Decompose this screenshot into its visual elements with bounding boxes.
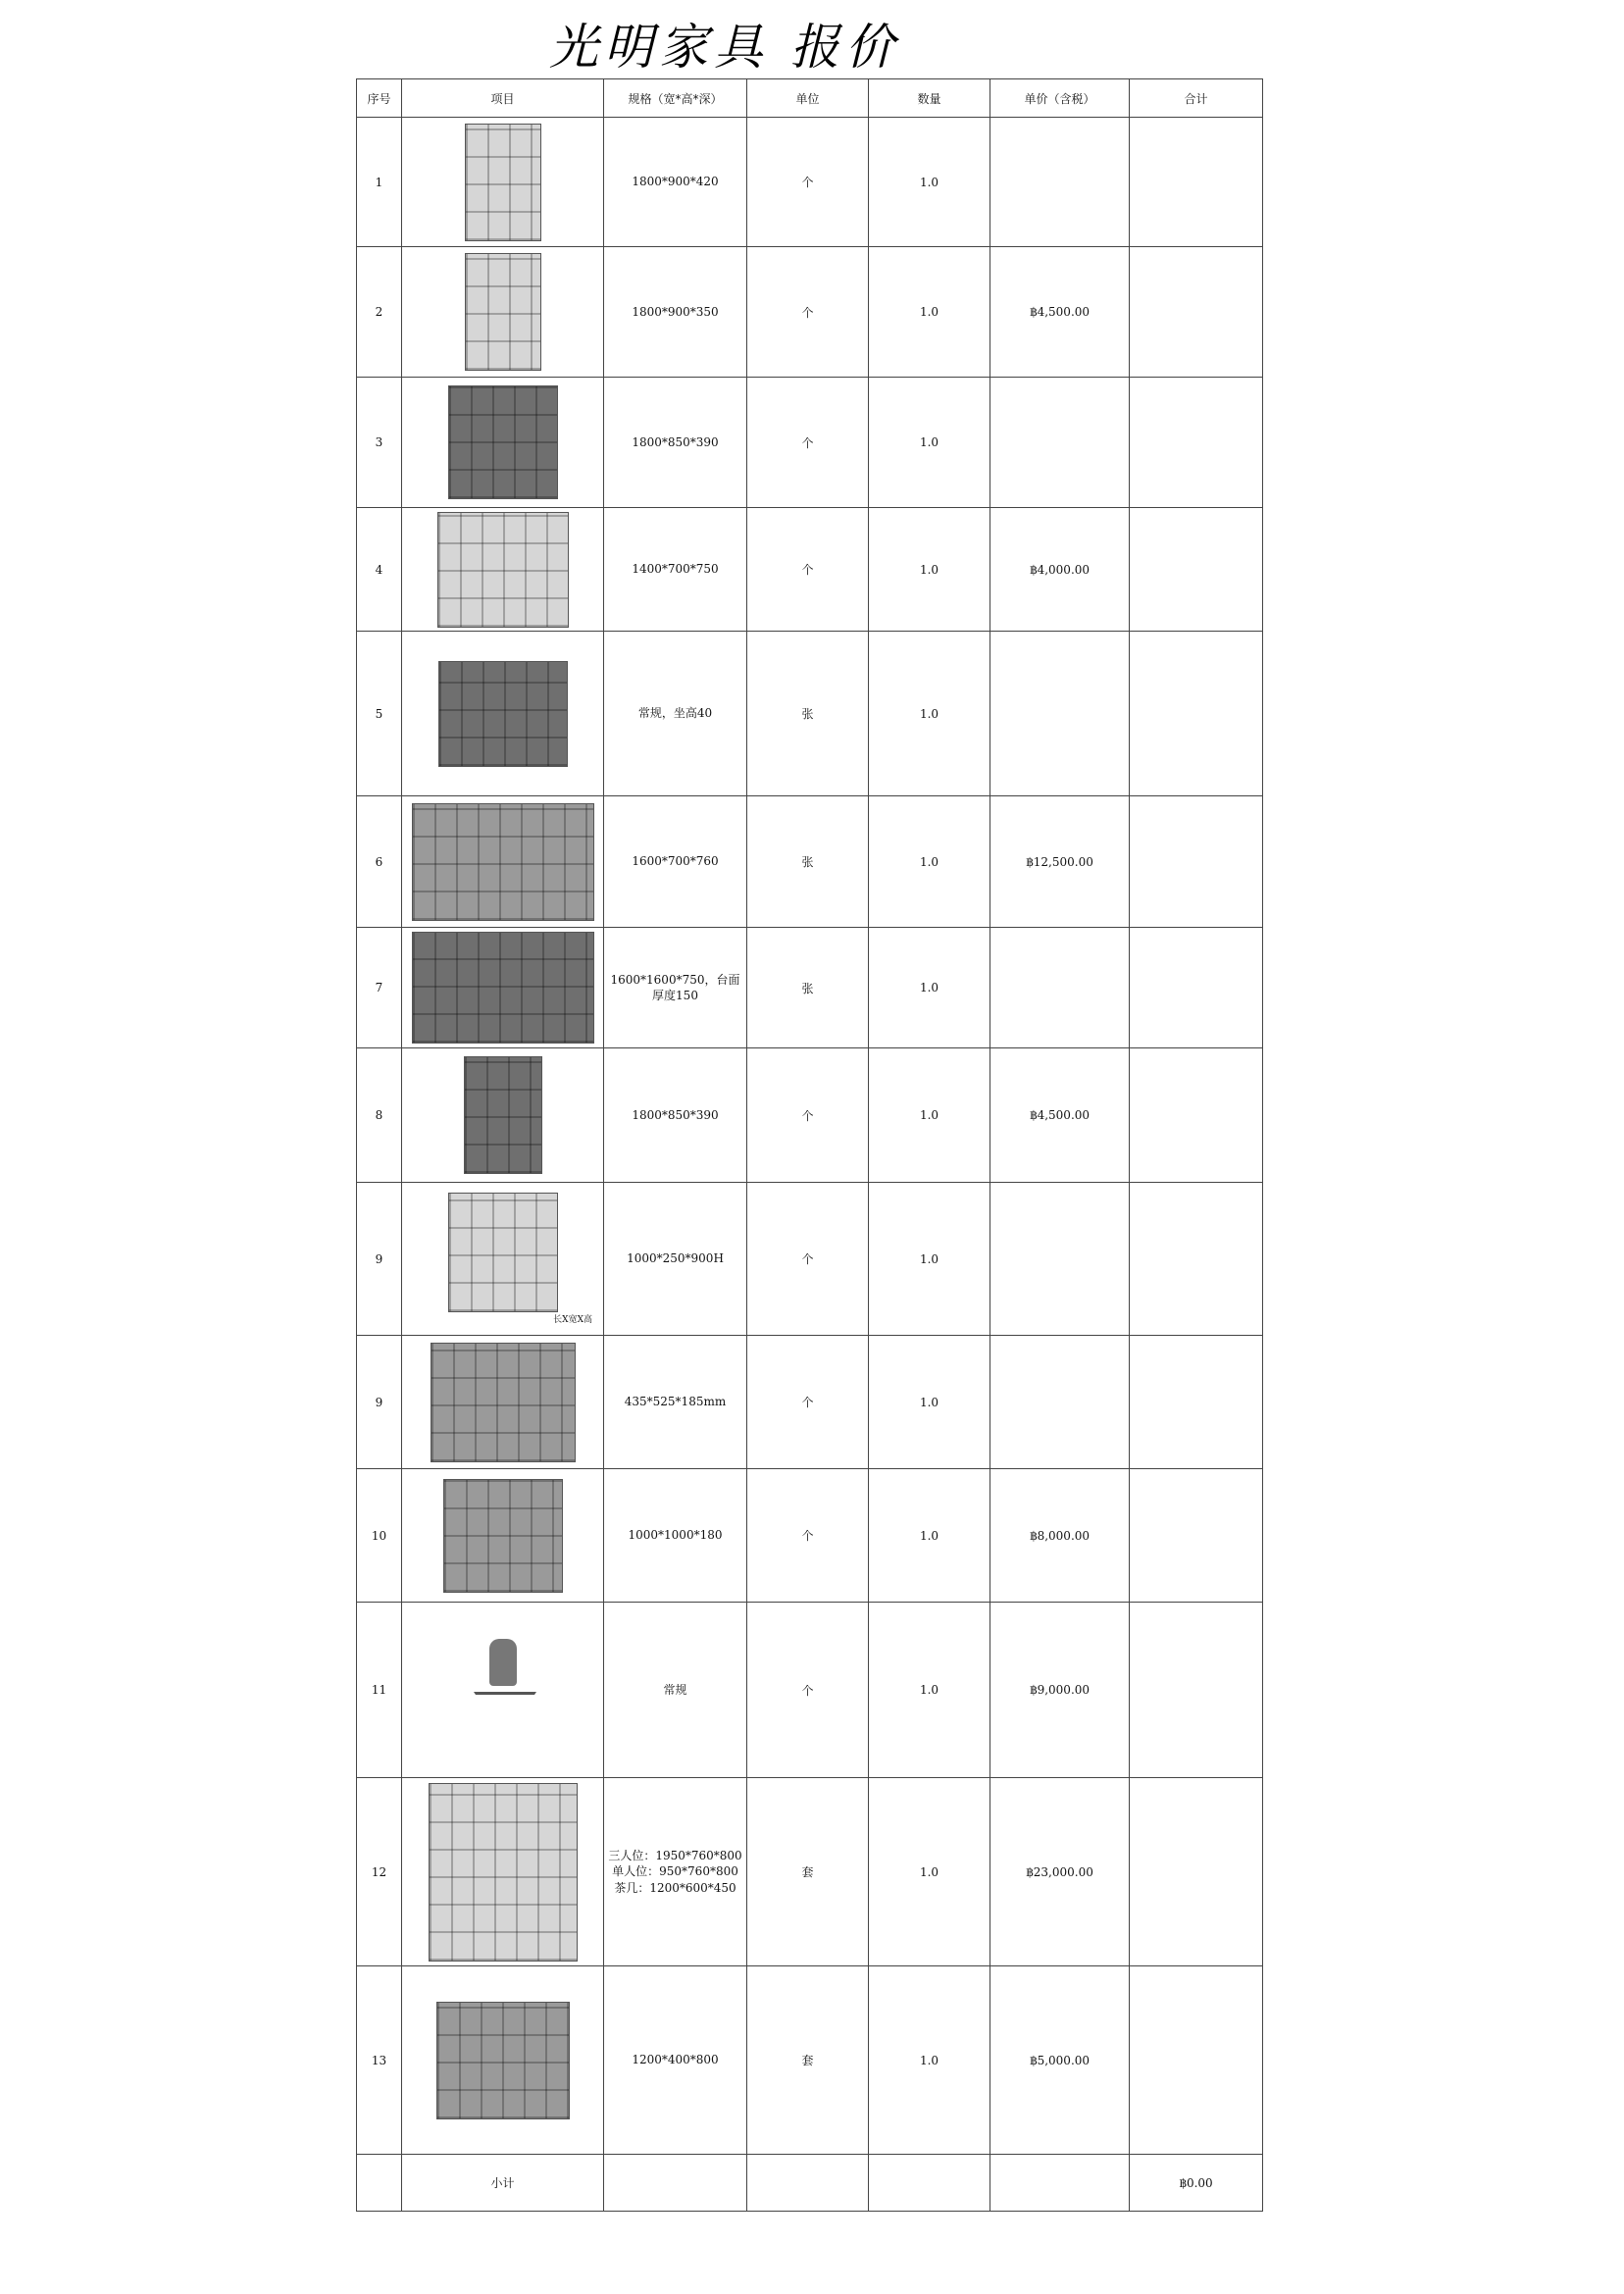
row-price: [990, 928, 1130, 1048]
table-row: [357, 1048, 1263, 1183]
row-unit: 个: [747, 1603, 869, 1778]
row-spec: 常规，坐高40: [604, 632, 747, 796]
row-spec: 1800*900*420: [604, 118, 747, 247]
row-price: ฿4,000.00: [990, 508, 1130, 632]
item-image-cell: [402, 928, 604, 1048]
row-no: 9: [357, 1183, 402, 1336]
table-row: [357, 1469, 1263, 1603]
subtotal-value: ฿0.00: [1130, 2155, 1263, 2212]
row-spec: 1000*1000*180: [604, 1469, 747, 1603]
row-qty: 1.0: [869, 1048, 990, 1183]
row-unit: 个: [747, 1183, 869, 1336]
row-no: 3: [357, 378, 402, 508]
row-spec: 1200*400*800: [604, 1966, 747, 2155]
row-total: [1130, 796, 1263, 928]
wine-rack-drawing: [448, 1193, 558, 1312]
row-total: [1130, 928, 1263, 1048]
row-qty: 1.0: [869, 1336, 990, 1469]
row-spec: 1800*900*350: [604, 247, 747, 378]
sideboard-photo: [436, 2002, 570, 2119]
row-qty: 1.0: [869, 118, 990, 247]
item-image-cell: [402, 118, 604, 247]
row-total: [1130, 508, 1263, 632]
row-qty: 1.0: [869, 632, 990, 796]
col-header-no: 序号: [357, 79, 402, 118]
row-unit: 个: [747, 508, 869, 632]
dimension-caption: 长X宽X高: [553, 1315, 592, 1325]
table-row: [357, 1336, 1263, 1469]
table-row: [357, 1778, 1263, 1966]
row-price: ฿9,000.00: [990, 1603, 1130, 1778]
row-qty: 1.0: [869, 1603, 990, 1778]
item-image-cell: [402, 508, 604, 632]
row-total: [1130, 378, 1263, 508]
handwritten-title: 光明家具 报价: [549, 19, 900, 76]
row-price: [990, 1183, 1130, 1336]
table-row: [357, 1603, 1263, 1778]
row-qty: 1.0: [869, 508, 990, 632]
row-no: 5: [357, 632, 402, 796]
col-header-total: 合计: [1130, 79, 1263, 118]
subtotal-label: 小计: [402, 2155, 604, 2212]
row-unit: 个: [747, 1048, 869, 1183]
item-image-cell: [402, 378, 604, 508]
office-chair-photo: [459, 1631, 547, 1749]
row-spec: 435*525*185mm: [604, 1336, 747, 1469]
row-total: [1130, 1603, 1263, 1778]
item-image-cell: [402, 1966, 604, 2155]
col-header-spec: 规格（宽*高*深）: [604, 79, 747, 118]
row-spec: 1800*850*390: [604, 378, 747, 508]
row-total: [1130, 1966, 1263, 2155]
row-unit: 个: [747, 378, 869, 508]
table-row: [357, 632, 1263, 796]
row-total: [1130, 632, 1263, 796]
table-row: [357, 1966, 1263, 2155]
item-image-cell: [402, 796, 604, 928]
col-header-item: 项目: [402, 79, 604, 118]
row-price: [990, 632, 1130, 796]
row-qty: 1.0: [869, 247, 990, 378]
row-unit: 张: [747, 632, 869, 796]
row-unit: 张: [747, 928, 869, 1048]
row-spec: 1600*700*760: [604, 796, 747, 928]
item-image-cell: [402, 1336, 604, 1469]
row-spec: 1400*700*750: [604, 508, 747, 632]
row-total: [1130, 1336, 1263, 1469]
row-no: 7: [357, 928, 402, 1048]
row-qty: 1.0: [869, 928, 990, 1048]
row-total: [1130, 118, 1263, 247]
quote-table: [356, 78, 1263, 2212]
row-price: [990, 1336, 1130, 1469]
row-qty: 1.0: [869, 796, 990, 928]
row-no: 9: [357, 1336, 402, 1469]
row-no: 4: [357, 508, 402, 632]
row-unit: 套: [747, 1778, 869, 1966]
row-total: [1130, 247, 1263, 378]
table-row: [357, 1183, 1263, 1336]
row-price: [990, 118, 1130, 247]
grid-shelf-photo: [443, 1479, 563, 1593]
item-image-cell: [402, 632, 604, 796]
executive-desk-photo: [412, 803, 594, 921]
row-price: ฿5,000.00: [990, 1966, 1130, 2155]
row-price: ฿8,000.00: [990, 1469, 1130, 1603]
tall-glass-bookcase-photo: [465, 253, 541, 371]
row-no: 8: [357, 1048, 402, 1183]
row-spec: 1800*850*390: [604, 1048, 747, 1183]
row-spec: 常规: [604, 1603, 747, 1778]
row-no: 6: [357, 796, 402, 928]
row-unit: 个: [747, 118, 869, 247]
row-spec: 1600*1600*750，台面厚度150: [604, 928, 747, 1048]
row-qty: 1.0: [869, 378, 990, 508]
row-unit: 张: [747, 796, 869, 928]
row-price: ฿23,000.00: [990, 1778, 1130, 1966]
row-unit: 套: [747, 1966, 869, 2155]
tall-glass-bookcase-photo: [465, 124, 541, 241]
pigeonhole-shelf-photo: [431, 1343, 576, 1462]
table-row: [357, 508, 1263, 632]
table-row: [357, 928, 1263, 1048]
row-unit: 个: [747, 1469, 869, 1603]
table-row: [357, 796, 1263, 928]
row-price: [990, 378, 1130, 508]
table-row: [357, 247, 1263, 378]
row-total: [1130, 1048, 1263, 1183]
item-image-cell: [402, 1603, 604, 1778]
row-qty: 1.0: [869, 1183, 990, 1336]
item-image-cell: [402, 1778, 604, 1966]
office-desk-photo: [437, 512, 569, 628]
row-no: 1: [357, 118, 402, 247]
row-no: 10: [357, 1469, 402, 1603]
row-no: 2: [357, 247, 402, 378]
row-no: 11: [357, 1603, 402, 1778]
item-image-cell: [402, 1048, 604, 1183]
double-glass-cabinet-photo: [448, 385, 558, 499]
table-row: [357, 118, 1263, 247]
row-qty: 1.0: [869, 1469, 990, 1603]
dark-cabinet-photo: [464, 1056, 542, 1174]
item-image-cell: [402, 1183, 604, 1336]
header-row: [357, 79, 1263, 118]
table-row: [357, 378, 1263, 508]
row-price: ฿12,500.00: [990, 796, 1130, 928]
stools-photo: [438, 661, 568, 767]
row-qty: 1.0: [869, 1778, 990, 1966]
col-header-unit: 单位: [747, 79, 869, 118]
sofa-set-photo: [429, 1783, 578, 1962]
row-unit: 个: [747, 247, 869, 378]
row-qty: 1.0: [869, 1966, 990, 2155]
item-image-cell: [402, 247, 604, 378]
row-no: 13: [357, 1966, 402, 2155]
col-header-qty: 数量: [869, 79, 990, 118]
row-total: [1130, 1469, 1263, 1603]
row-unit: 个: [747, 1336, 869, 1469]
subtotal-row: [357, 2155, 1263, 2212]
row-total: [1130, 1778, 1263, 1966]
row-price: ฿4,500.00: [990, 247, 1130, 378]
row-total: [1130, 1183, 1263, 1336]
row-no: 12: [357, 1778, 402, 1966]
square-table-photo: [412, 932, 594, 1044]
row-price: ฿4,500.00: [990, 1048, 1130, 1183]
row-spec: 三人位：1950*760*800 单人位：950*760*800 茶几：1200*600*450: [604, 1778, 747, 1966]
row-spec: 1000*250*900H: [604, 1183, 747, 1336]
col-header-price: 单价（含税）: [990, 79, 1130, 118]
item-image-cell: [402, 1469, 604, 1603]
